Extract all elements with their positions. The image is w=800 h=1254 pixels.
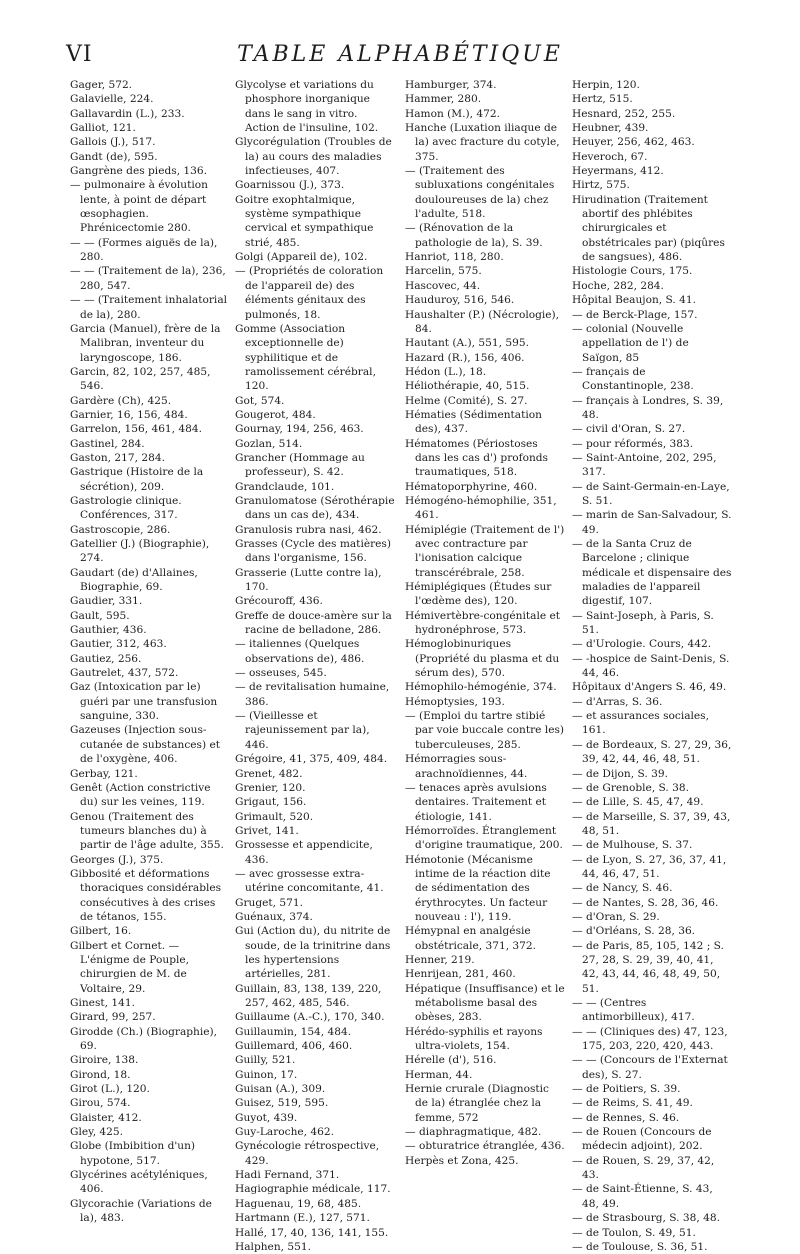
index-entry: Galliot, 121. bbox=[70, 122, 136, 135]
index-entry: Gager, 572. bbox=[70, 79, 133, 91]
index-entry: Girard, 99, 257. bbox=[70, 1011, 156, 1024]
index-entry: Goarnissou (J.), 373. bbox=[235, 179, 345, 192]
index-entry: Guyot, 439. bbox=[235, 1111, 298, 1124]
index-entry: Gatellier (J.) (Biographie), 274. bbox=[70, 538, 210, 565]
index-entry: Garnier, 16, 156, 484. bbox=[70, 408, 188, 421]
index-entry: — de Nancy, S. 46. bbox=[572, 882, 673, 895]
index-entry: Guisez, 519, 595. bbox=[235, 1097, 329, 1110]
index-entry: — italiennes (Quelques observations de), 486. bbox=[235, 638, 365, 665]
index-entry: Grigaut, 156. bbox=[235, 796, 307, 809]
index-entry: Gerbay, 121. bbox=[70, 767, 138, 780]
index-entry: Gaudart (de) d'Allaines, Biographie, 69. bbox=[70, 566, 198, 594]
index-entry: Gautiez, 256. bbox=[70, 652, 142, 665]
index-entry: Garcin, 82, 102, 257, 485, 546. bbox=[70, 365, 211, 393]
index-entry: Henrijean, 281, 460. bbox=[405, 968, 516, 981]
index-entry: Hémiplégiques (Études sur l'œdème des), 120. bbox=[405, 581, 552, 608]
index-entry: Hallé, 17, 40, 136, 141, 155. bbox=[235, 1226, 389, 1239]
index-entry: — avec grossesse extra-utérine concomitante, 41. bbox=[235, 867, 384, 895]
index-entry: — français de Constantinople, 238. bbox=[572, 365, 694, 393]
index-entry: Gournay, 194, 256, 463. bbox=[235, 423, 364, 436]
index-entry: Gastrique (Histoire de la sécrétion), 209. bbox=[70, 466, 204, 493]
index-entry: Gynécologie rétrospective, 429. bbox=[235, 1140, 380, 1167]
index-entry: Hôpitaux d'Angers S. 46, 49. bbox=[572, 681, 727, 694]
index-entry: Hirudination (Traitement abortif des phlébites chirurgicales et obstétricales par) (piqûres de sangsues), 486. bbox=[572, 193, 725, 264]
index-entry: Georges (J.), 375. bbox=[70, 853, 164, 866]
index-entry: Hédon (L.), 18. bbox=[405, 365, 487, 378]
index-entry: Hémivertèbre-congénitale et hydronéphrose, 573. bbox=[405, 609, 561, 637]
index-entry: Hauduroy, 516, 546. bbox=[405, 294, 515, 307]
index-entry: Guillain, 83, 138, 139, 220, 257, 462, 485, 546. bbox=[235, 982, 382, 1009]
index-entry: — osseuses, 545. bbox=[235, 667, 327, 680]
index-entry: Grécouroff, 436. bbox=[235, 595, 323, 608]
index-entry: Hoche, 282, 284. bbox=[572, 279, 664, 292]
page-header bbox=[66, 42, 734, 72]
index-entry: Glycérines acétyléniques, 406. bbox=[70, 1169, 208, 1196]
index-entry: Gauthier, 436. bbox=[70, 624, 147, 637]
index-entry: Histologie Cours, 175. bbox=[572, 265, 693, 278]
index-entry: Guillaumin, 154, 484. bbox=[235, 1025, 352, 1038]
index-entry: — d'Oran, S. 29. bbox=[572, 910, 660, 923]
index-entry: Gastinel, 284. bbox=[70, 437, 145, 450]
index-entry: Hazard (R.), 156, 406. bbox=[405, 351, 525, 364]
index-entry: — marin de San-Salvadour, S. 49. bbox=[572, 509, 732, 536]
page-title: TABLE ALPHABÉTIQUE bbox=[237, 42, 563, 67]
index-entry: — de Saint-Étienne, S. 43, 48, 49. bbox=[572, 1183, 713, 1210]
index-entry: Guinon, 17. bbox=[235, 1068, 298, 1081]
index-entry: Gley, 425. bbox=[70, 1126, 124, 1139]
index-entry: Grasses (Cycle des matières) dans l'organisme, 156. bbox=[235, 538, 392, 565]
index-entry: — — (Cliniques des) 47, 123, 175, 203, 220, 420, 443. bbox=[572, 1025, 728, 1053]
index-entry: Hématies (Sédimentation des), 437. bbox=[405, 408, 542, 436]
index-entry: Gangrène des pieds, 136. bbox=[70, 165, 208, 178]
index-entry: — de Poitiers, S. 39. bbox=[572, 1083, 681, 1096]
index-entry: Hémotonie (Mécanisme intime de la réaction dite de sédimentation des érythrocytes. Un facteur nouveau : l'), 119. bbox=[405, 853, 551, 923]
index-entry: Herpès et Zona, 425. bbox=[405, 1154, 519, 1167]
index-entry: — français à Londres, S. 39, 48. bbox=[572, 394, 724, 421]
index-entry: Herpin, 120. bbox=[572, 79, 640, 91]
index-entry: — (Emploi du tartre stibié par voie buccale contre les) tuberculeuses, 285. bbox=[405, 710, 565, 751]
index-entry: — tenaces après avulsions dentaires. Traitement et étiologie, 141. bbox=[405, 781, 547, 823]
index-entry: Gautrelet, 437, 572. bbox=[70, 667, 179, 680]
index-entry: — de Rouen, S. 29, 37, 42, 43. bbox=[572, 1154, 715, 1182]
index-entry: — — (Traitement de la), 236, 280, 547. bbox=[70, 265, 226, 292]
index-entry: Hémophilo-hémogénie, 374. bbox=[405, 681, 557, 694]
index-entry: Gazeuses (Injection sous-cutanée de substances) et de l'oxygène, 406. bbox=[70, 724, 221, 766]
index-entry: Hémiplégie (Traitement de l') avec contracture par l'ionisation calcique transcérébrale, 258. bbox=[405, 523, 565, 579]
index-entry: Grasserie (Lutte contre la), 170. bbox=[235, 566, 382, 594]
index-entry: Gallois (J.), 517. bbox=[70, 136, 156, 149]
index-entry: Ginest, 141. bbox=[70, 997, 135, 1009]
index-entry: Gardère (Ch), 425. bbox=[70, 394, 172, 407]
index-entry: Hamon (M.), 472. bbox=[405, 107, 500, 120]
index-entry: — — (Centres antimorbilleux), 417. bbox=[572, 997, 695, 1024]
index-entry: — (Propriétés de coloration de l'appareil de) des éléments génitaux des pulmonés, 18. bbox=[235, 265, 384, 321]
index-entry: Hémorroïdes. Étranglement d'origine traumatique, 200. bbox=[405, 824, 563, 852]
index-entry: Girou, 574. bbox=[70, 1097, 131, 1110]
index-entry: Gozlan, 514. bbox=[235, 437, 303, 450]
index-entry: — d'Orléans, S. 28, 36. bbox=[572, 925, 696, 938]
index-entry: — de Reims, S. 41, 49. bbox=[572, 1097, 693, 1110]
index-entry: Hagiographie médicale, 117. bbox=[235, 1183, 391, 1196]
index-entry: — diaphragmatique, 482. bbox=[405, 1126, 542, 1139]
index-entry: Harcelin, 575. bbox=[405, 265, 482, 278]
index-column-1 bbox=[70, 78, 230, 1225]
index-entry: Gaz (Intoxication par le) guéri par une transfusion sanguine, 330. bbox=[70, 681, 218, 723]
index-entry: Gastroscopie, 286. bbox=[70, 523, 171, 536]
index-entry: Girond, 18. bbox=[70, 1068, 131, 1081]
index-entry: — Saint-Antoine, 202, 295, 317. bbox=[572, 451, 717, 479]
index-entry: Girot (L.), 120. bbox=[70, 1083, 150, 1096]
index-entry: Granulosis rubra nasi, 462. bbox=[235, 523, 382, 536]
index-entry: Héliothérapie, 40, 515. bbox=[405, 380, 530, 393]
index-entry: Hanche (Luxation iliaque de la) avec fracture du cotyle, 375. bbox=[405, 122, 560, 163]
index-entry: — de Rouen (Concours de médecin adjoint), 202. bbox=[572, 1126, 712, 1153]
index-entry: Glycorégulation (Troubles de la) au cours des maladies infectieuses, 407. bbox=[235, 136, 392, 178]
index-entry: Halphen, 551. bbox=[235, 1240, 311, 1253]
index-entry: Gomme (Association exceptionnelle de) syphilitique et de ramolissement cérébral, 120. bbox=[235, 322, 376, 393]
index-entry: Hôpital Beaujon, S. 41. bbox=[572, 294, 696, 307]
index-entry: — et assurances sociales, 161. bbox=[572, 710, 709, 737]
index-entry: Grimault, 520. bbox=[235, 810, 314, 823]
index-entry: Glycorachie (Variations de la), 483. bbox=[70, 1197, 212, 1225]
index-entry: Hammer, 280. bbox=[405, 93, 482, 106]
index-entry: — — (Formes aiguës de la), 280. bbox=[70, 236, 218, 264]
index-entry: Got, 574. bbox=[235, 394, 285, 407]
index-entry: Hamburger, 374. bbox=[405, 79, 497, 91]
index-entry: Guilly, 521. bbox=[235, 1054, 296, 1067]
index-entry: — de la Santa Cruz de Barcelone ; clinique médicale et dispensaire des maladies de l'appareil digestif, 107. bbox=[572, 538, 732, 608]
index-entry: Heubner, 439. bbox=[572, 122, 649, 135]
index-entry: Genêt (Action constrictive du) sur les veines, 119. bbox=[70, 781, 211, 809]
index-entry: Hérédo-syphilis et rayons ultra-violets, 154. bbox=[405, 1025, 543, 1053]
index-entry: — — (Concours de l'Externat des), S. 27. bbox=[572, 1054, 728, 1081]
index-entry: — de Rennes, S. 46. bbox=[572, 1111, 680, 1124]
index-entry: Grancher (Hommage au professeur), S. 42. bbox=[235, 451, 365, 479]
index-entry: Grégoire, 41, 375, 409, 484. bbox=[235, 753, 388, 766]
index-entry: Grandclaude, 101. bbox=[235, 480, 335, 493]
index-entry: Gruget, 571. bbox=[235, 896, 303, 909]
index-entry: Gault, 595. bbox=[70, 609, 130, 622]
index-entry: Hadi Fernand, 371. bbox=[235, 1169, 340, 1182]
index-entry: — de Dijon, S. 39. bbox=[572, 767, 668, 780]
index-entry: Gautier, 312, 463. bbox=[70, 638, 167, 651]
index-entry: — civil d'Oran, S. 27. bbox=[572, 423, 686, 436]
index-entry: Grivet, 141. bbox=[235, 824, 299, 837]
index-column-3 bbox=[405, 78, 565, 1167]
index-entry: — pulmonaire à évolution lente, à point de départ œsophagien. Phrénicectomie 280. bbox=[70, 179, 208, 235]
index-entry: Heveroch, 67. bbox=[572, 150, 648, 163]
index-entry: Hémoglobinuriques (Propriété du plasma et du sérum des), 570. bbox=[405, 638, 560, 680]
index-entry: Hascovec, 44. bbox=[405, 279, 481, 292]
index-column-4 bbox=[572, 78, 732, 1253]
index-entry: — pour réformés, 383. bbox=[572, 437, 694, 450]
index-entry: Gandt (de), 595. bbox=[70, 150, 158, 163]
index-entry: — (Traitement des subluxations congénitales douloureuses de la) chez l'adulte, 518. bbox=[405, 165, 555, 221]
index-entry: Globe (Imbibition d'un) hypotone, 517. bbox=[70, 1140, 196, 1167]
index-entry: Gui (Action du), du nitrite de soude, de la trinitrine dans les hypertensions artérielles, 281. bbox=[235, 925, 391, 981]
index-entry: — d'Arras, S. 36. bbox=[572, 695, 663, 708]
index-entry: Gilbert, 16. bbox=[70, 925, 132, 938]
index-entry: Hernie crurale (Diagnostic de la) étranglée chez la femme, 572 bbox=[405, 1083, 549, 1124]
index-entry: Genou (Traitement des tumeurs blanches du) à partir de l'âge adulte, 355. bbox=[70, 810, 224, 852]
page-number: VI bbox=[66, 42, 93, 67]
index-entry: Hérelle (d'), 516. bbox=[405, 1054, 497, 1067]
index-entry: — de Marseille, S. 37, 39, 43, 48, 51. bbox=[572, 810, 731, 837]
index-entry: Granulomatose (Sérothérapie dans un cas de), 434. bbox=[235, 494, 395, 522]
index-entry: Glycolyse et variations du phosphore inorganique dans le sang in vitro. Action de l'insuline, 102. bbox=[235, 79, 379, 135]
index-entry: Gallavardin (L.), 233. bbox=[70, 107, 185, 120]
index-entry: — de Toulouse, S. 36, 51. bbox=[572, 1240, 708, 1253]
index-entry: Hanriot, 118, 280. bbox=[405, 251, 504, 264]
index-entry: — de Nantes, S. 28, 36, 46. bbox=[572, 896, 719, 909]
index-entry: Grossesse et appendicite, 436. bbox=[235, 839, 373, 866]
index-entry: Heuyer, 256, 462, 463. bbox=[572, 136, 695, 149]
index-entry: Haguenau, 19, 68, 485. bbox=[235, 1197, 362, 1210]
index-entry: Girodde (Ch.) (Biographie), 69. bbox=[70, 1025, 218, 1053]
index-entry: Hirtz, 575. bbox=[572, 179, 630, 192]
index-entry: — -hospice de Saint-Denis, S. 44, 46. bbox=[572, 652, 730, 680]
index-entry: — de Berck-Plage, 157. bbox=[572, 308, 698, 321]
index-entry: Greffe de douce-amère sur la racine de belladone, 286. bbox=[235, 609, 392, 637]
index-entry: Hématoporphyrine, 460. bbox=[405, 480, 538, 493]
index-entry: Garcia (Manuel), frère de la Malibran, inventeur du laryngoscope, 186. bbox=[70, 322, 221, 364]
index-entry: Gaudier, 331. bbox=[70, 595, 143, 608]
index-entry: Hémypnal en analgésie obstétricale, 371, 372. bbox=[405, 925, 537, 952]
index-entry: Hesnard, 252, 255. bbox=[572, 107, 676, 120]
index-entry: Gougerot, 484. bbox=[235, 408, 316, 421]
index-entry: Hartmann (E.), 127, 571. bbox=[235, 1212, 370, 1225]
index-entry: — de Paris, 85, 105, 142 ; S. 27, 28, S. 29, 39, 40, 41, 42, 43, 44, 46, 48, 49, 50, 51. bbox=[572, 939, 724, 995]
index-entry: Gibbosité et déformations thoraciques considérables consécutives à des crises de tétanos, 155. bbox=[70, 867, 222, 923]
index-entry: Giroire, 138. bbox=[70, 1054, 139, 1067]
index-entry: Helme (Comité), S. 27. bbox=[405, 394, 528, 407]
index-entry: — de Lyon, S. 27, 36, 37, 41, 44, 46, 47, 51. bbox=[572, 853, 727, 880]
index-entry: — de Strasbourg, S. 38, 48. bbox=[572, 1212, 720, 1225]
index-entry: — (Rénovation de la pathologie de la), S. 39. bbox=[405, 222, 543, 249]
index-entry: Hertz, 515. bbox=[572, 93, 633, 106]
index-entry: — de Bordeaux, S. 27, 29, 36, 39, 42, 44, 46, 48, 51. bbox=[572, 738, 732, 766]
index-entry: — obturatrice étranglée, 436. bbox=[405, 1140, 565, 1153]
index-entry: — de revitalisation humaine, 386. bbox=[235, 681, 390, 708]
index-entry: Galavielle, 224. bbox=[70, 93, 154, 106]
index-entry: Hémoptysies, 193. bbox=[405, 695, 505, 708]
index-entry: Guy-Laroche, 462. bbox=[235, 1126, 334, 1139]
index-entry: Hautant (A.), 551, 595. bbox=[405, 337, 529, 350]
index-entry: — de Grenoble, S. 38. bbox=[572, 781, 690, 794]
index-entry: Goitre exophtalmique, système sympathique cervical et sympathique strié, 485. bbox=[235, 193, 374, 249]
index-entry: Hémogéno-hémophilie, 351, 461. bbox=[405, 494, 557, 522]
index-entry: — de Mulhouse, S. 37. bbox=[572, 839, 693, 852]
index-entry: Hémorragies sous-arachnoïdiennes, 44. bbox=[405, 753, 528, 780]
index-entry: Gastrologie clinique. Conférences, 317. bbox=[70, 494, 182, 522]
index-entry: Glaister, 412. bbox=[70, 1111, 142, 1124]
index-entry: — — (Traitement inhalatorial de la), 280. bbox=[70, 294, 228, 321]
index-entry: Haushalter (P.) (Nécrologie), 84. bbox=[405, 308, 560, 335]
index-entry: Henner, 219. bbox=[405, 953, 475, 966]
index-entry: Golgi (Appareil de), 102. bbox=[235, 251, 368, 264]
index-entry: — de Saint-Germain-en-Laye, S. 51. bbox=[572, 480, 730, 507]
index-entry: Guillaume (A.-C.), 170, 340. bbox=[235, 1011, 385, 1024]
index-entry: — d'Urologie. Cours, 442. bbox=[572, 638, 712, 651]
index-entry: — colonial (Nouvelle appellation de l') de Saïgon, 85 bbox=[572, 322, 689, 364]
index-entry: Gilbert et Cornet. — L'énigme de Pouple, chirurgien de M. de Voltaire, 29. bbox=[70, 939, 190, 995]
index-entry: Garrelon, 156, 461, 484. bbox=[70, 423, 202, 436]
index-entry: — de Lille, S. 45, 47, 49. bbox=[572, 796, 704, 809]
index-entry: Heyermans, 412. bbox=[572, 165, 664, 178]
index-entry: — de Toulon, S. 49, 51. bbox=[572, 1226, 696, 1239]
index-column-2 bbox=[235, 78, 395, 1253]
index-entry: Guillemard, 406, 460. bbox=[235, 1040, 353, 1053]
index-entry: Guénaux, 374. bbox=[235, 910, 313, 923]
index-entry: Herman, 44. bbox=[405, 1068, 473, 1081]
index-entry: Guisan (A.), 309. bbox=[235, 1083, 326, 1096]
index-entry: Grenet, 482. bbox=[235, 767, 303, 780]
index-entry: — (Vieillesse et rajeunissement par la), 446. bbox=[235, 710, 370, 751]
index-entry: Hépatique (Insuffisance) et le métabolisme basal des obèses, 283. bbox=[405, 982, 565, 1024]
index-entry: — Saint-Joseph, à Paris, S. 51. bbox=[572, 609, 714, 637]
index-entry: Hématomes (Périostoses dans les cas d') profonds traumatiques, 518. bbox=[405, 437, 548, 479]
index-entry: Gaston, 217, 284. bbox=[70, 451, 165, 464]
index-entry: Grenier, 120. bbox=[235, 781, 306, 794]
